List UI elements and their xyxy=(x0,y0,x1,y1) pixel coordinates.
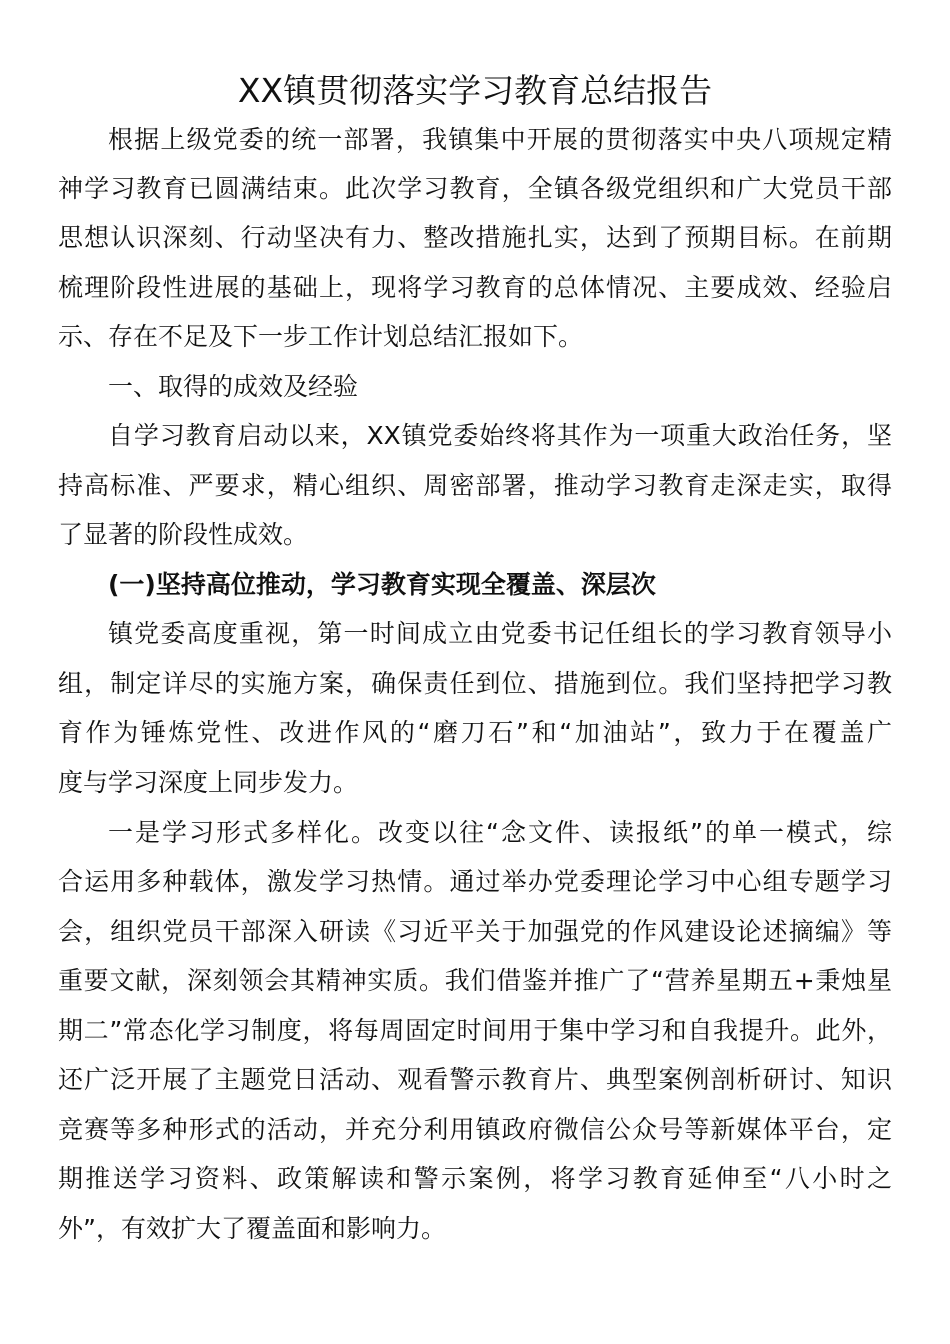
paragraph-line: 持高标准、严要求，精心组织、周密部署，推动学习教育走深走实，取得 xyxy=(58,471,892,500)
paragraph-line: 一是学习形式多样化。改变以往“念文件、读报纸”的单一模式，综 xyxy=(108,818,892,847)
section-heading: 一、取得的成效及经验 xyxy=(108,372,359,401)
paragraph-line: 期推送学习资料、政策解读和警示案例，将学习教育延伸至“八小时之 xyxy=(58,1164,892,1193)
paragraph-line: 竞赛等多种形式的活动，并充分利用镇政府微信公众号等新媒体平台，定 xyxy=(58,1115,892,1144)
paragraph-line: 还广泛开展了主题党日活动、观看警示教育片、典型案例剖析研讨、知识 xyxy=(58,1065,892,1094)
paragraph-line: 镇党委高度重视，第一时间成立由党委书记任组长的学习教育领导小 xyxy=(108,619,892,648)
paragraph-line: 示、存在不足及下一步工作计划总结汇报如下。 xyxy=(58,322,584,351)
paragraph-line: 自学习教育启动以来，XX镇党委始终将其作为一项重大政治任务，坚 xyxy=(108,421,892,450)
paragraph-line: 合运用多种载体，激发学习热情。通过举办党委理论学习中心组专题学习 xyxy=(58,867,892,896)
subsection-heading: (一)坚持高位推动，学习教育实现全覆盖、深层次 xyxy=(108,570,656,599)
paragraph-line: 外”，有效扩大了覆盖面和影响力。 xyxy=(58,1214,446,1243)
paragraph-line: 梳理阶段性进展的基础上，现将学习教育的总体情况、主要成效、经验启 xyxy=(58,273,892,302)
paragraph-line: 根据上级党委的统一部署，我镇集中开展的贯彻落实中央八项规定精 xyxy=(108,125,892,154)
paragraph-line: 了显著的阶段性成效。 xyxy=(58,520,309,549)
paragraph-line: 育作为锤炼党性、改进作风的“磨刀石”和“加油站”，致力于在覆盖广 xyxy=(58,718,892,747)
paragraph-line: 重要文献，深刻领会其精神实质。我们借鉴并推广了“营养星期五+秉烛星 xyxy=(58,966,892,995)
paragraph-line: 组，制定详尽的实施方案，确保责任到位、措施到位。我们坚持把学习教 xyxy=(58,669,892,698)
document-title: XX镇贯彻落实学习教育总结报告 xyxy=(237,71,713,110)
paragraph-line: 神学习教育已圆满结束。此次学习教育，全镇各级党组织和广大党员干部 xyxy=(58,174,892,203)
paragraph-line: 度与学习深度上同步发力。 xyxy=(58,768,359,797)
paragraph-line: 会，组织党员干部深入研读《习近平关于加强党的作风建设论述摘编》等 xyxy=(58,917,892,946)
paragraph-line: 思想认识深刻、行动坚决有力、整改措施扎实，达到了预期目标。在前期 xyxy=(58,223,892,252)
paragraph-line: 期二”常态化学习制度，将每周固定时间用于集中学习和自我提升。此外， xyxy=(58,1016,892,1045)
